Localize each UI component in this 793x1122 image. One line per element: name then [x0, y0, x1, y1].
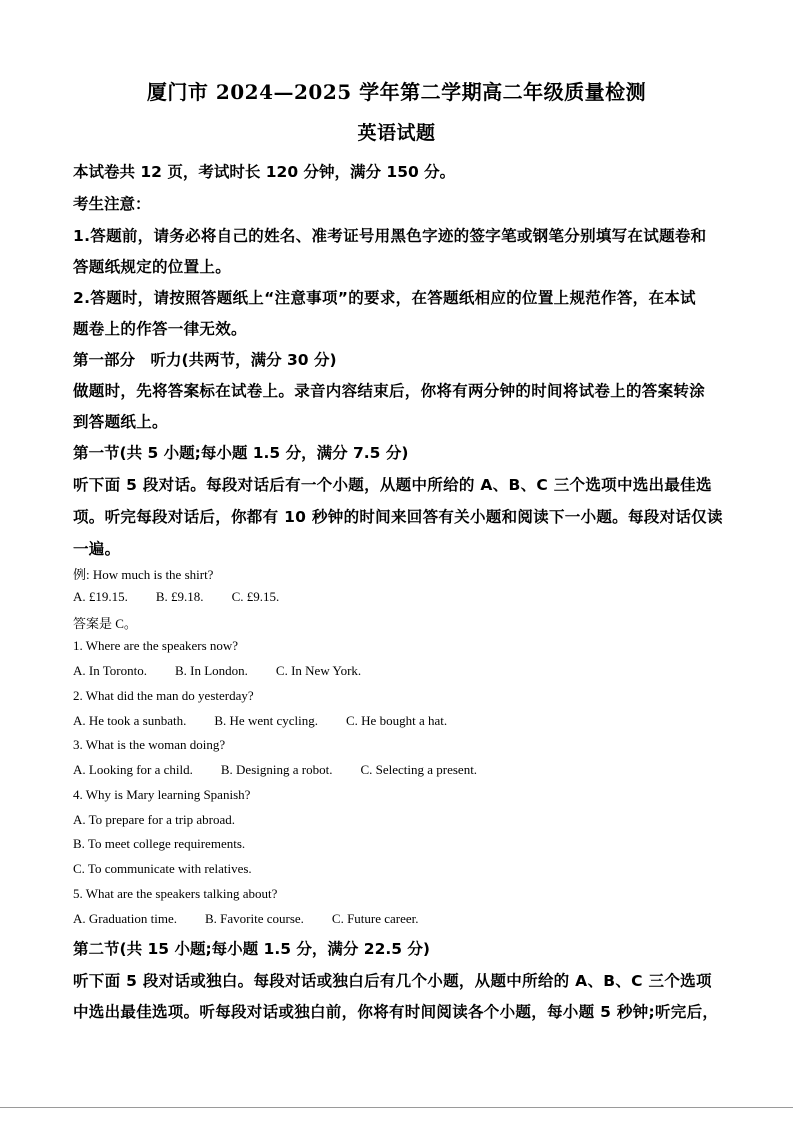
question-1-option-b: B. In London. — [174, 663, 248, 678]
question-1-option-a: A. In Toronto. — [73, 663, 147, 678]
question-2-option-c: C. He bought a hat. — [346, 713, 448, 728]
pages-info: 本试卷共 12 页，考试时长 120 分钟，满分 150 分。 — [73, 163, 456, 181]
question-4-option-a: A. To prepare for a trip abroad. — [73, 812, 236, 827]
question-2-option-b: B. He went cycling. — [214, 713, 318, 728]
question-2-option-a: A. He took a sunbath. — [73, 713, 187, 728]
example-answer: 答案是 C。 — [73, 616, 137, 631]
question-4: 4. Why is Mary learning Spanish? — [73, 787, 251, 802]
part-1-heading: 第一部分 听力(共两节，满分 30 分) — [73, 351, 337, 369]
notice-2-line-1: 2.答题时，请按照答题纸上“注意事项”的要求，在答题纸相应的位置上规范作答，在本试 — [73, 289, 696, 307]
section-1-instruction-line-2: 项。听完每段对话后，你都有 10 秒钟的时间来回答有关小题和阅读下一小题。每段对话仅读 — [73, 508, 723, 526]
question-3-option-b: B. Designing a robot. — [220, 762, 333, 777]
question-5-option-a: A. Graduation time. — [73, 911, 177, 926]
section-1-heading: 第一节(共 5 小题;每小题 1.5 分，满分 7.5 分) — [73, 444, 409, 462]
example-option-c: C. £9.15. — [231, 589, 280, 604]
notice-1-line-1: 1.答题前，请务必将自己的姓名、准考证号用黑色字迹的签字笔或钢笔分别填写在试题卷和 — [73, 227, 707, 245]
question-1: 1. Where are the speakers now? — [73, 638, 239, 653]
section-2-heading: 第二节(共 15 小题;每小题 1.5 分，满分 22.5 分) — [73, 940, 431, 958]
example-question: 例: How much is the shirt? — [73, 567, 214, 582]
example-options — [73, 589, 723, 605]
question-5-option-b: B. Favorite course. — [204, 911, 304, 926]
question-4-option-b: B. To meet college requirements. — [73, 836, 246, 851]
notice-2-line-2: 题卷上的作答一律无效。 — [73, 320, 247, 338]
question-4-option-c: C. To communicate with relatives. — [73, 861, 252, 876]
section-1-instruction-line-1: 听下面 5 段对话。每段对话后有一个小题，从题中所给的 A、B、C 三个选项中选出最佳选 — [73, 476, 712, 494]
exam-title: 厦门市 2024—2025 学年第二学期高二年级质量检测 — [146, 80, 647, 104]
question-3-options — [73, 762, 723, 778]
part-1-instruction-line-2: 到答题纸上。 — [73, 413, 168, 431]
question-3-option-a: A. Looking for a child. — [73, 762, 193, 777]
section-2-instruction-line-1: 听下面 5 段对话或独白。每段对话或独白后有几个小题，从题中所给的 A、B、C 三个选项 — [73, 972, 712, 990]
page-footer-rule — [0, 1107, 793, 1108]
section-1-instruction-line-3: 一遍。 — [73, 540, 121, 558]
example-option-b: B. £9.18. — [155, 589, 204, 604]
question-5-options — [73, 911, 723, 927]
question-3-option-c: C. Selecting a present. — [360, 762, 478, 777]
question-5-option-c: C. Future career. — [331, 911, 419, 926]
question-3: 3. What is the woman doing? — [73, 737, 226, 752]
exam-subtitle: 英语试题 — [357, 122, 436, 144]
example-option-a: A. £19.15. — [73, 589, 128, 604]
question-2: 2. What did the man do yesterday? — [73, 688, 254, 703]
section-2-instruction-line-2: 中选出最佳选项。听每段对话或独白前，你将有时间阅读各个小题，每小题 5 秒钟;听完后， — [73, 1003, 719, 1021]
question-1-option-c: C. In New York. — [275, 663, 362, 678]
part-1-instruction-line-1: 做题时，先将答案标在试卷上。录音内容结束后，你将有两分钟的时间将试卷上的答案转涂 — [73, 382, 706, 400]
notice-1-line-2: 答题纸规定的位置上。 — [73, 258, 232, 276]
question-1-options — [73, 663, 723, 679]
notice-heading: 考生注意： — [73, 195, 151, 213]
question-2-options — [73, 713, 723, 729]
question-5: 5. What are the speakers talking about? — [73, 886, 278, 901]
